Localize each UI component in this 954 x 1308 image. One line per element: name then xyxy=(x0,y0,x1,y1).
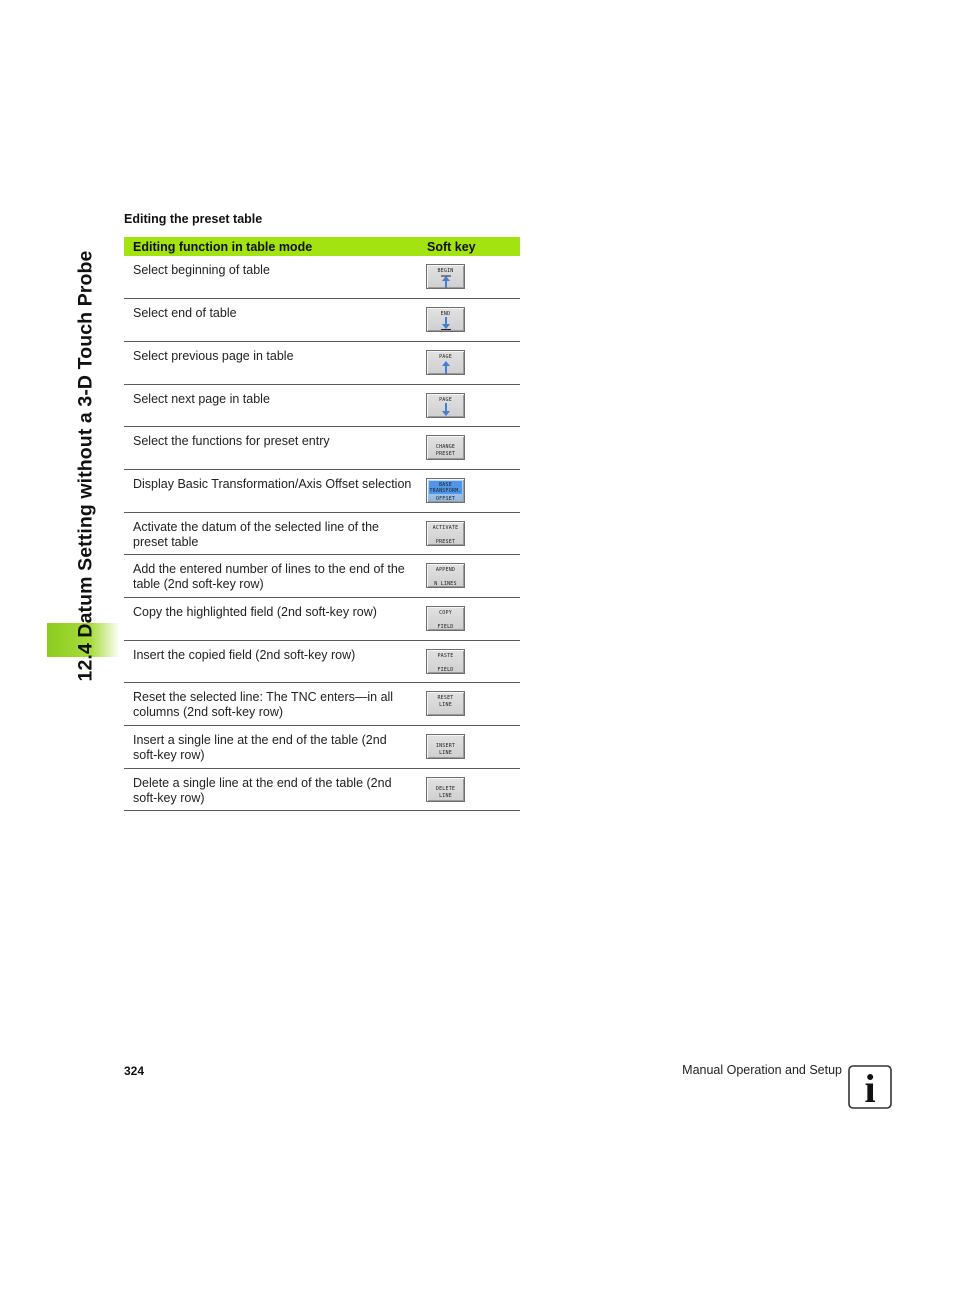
row-description: Activate the datum of the selected line of the preset table xyxy=(133,520,379,549)
preset-table xyxy=(124,237,520,811)
softkey-label: PASTE xyxy=(437,653,454,659)
softkey-insert-line[interactable] xyxy=(426,734,465,759)
arrow-down-icon xyxy=(440,317,452,331)
softkey-end[interactable] xyxy=(426,307,465,332)
softkey-label: PRESET xyxy=(435,451,456,457)
softkey-page-up[interactable] xyxy=(426,350,465,375)
softkey-label: END xyxy=(440,311,451,317)
softkey-page-down[interactable] xyxy=(426,393,465,418)
row-description: Reset the selected line: The TNC enters—in all columns (2nd soft-key row) xyxy=(133,690,394,719)
row-description: Delete a single line at the end of the table (2nd soft-key row) xyxy=(133,776,392,805)
row-description: Insert a single line at the end of the table (2nd soft-key row) xyxy=(133,733,387,762)
softkey-label: PAGE xyxy=(439,397,452,403)
header-softkey: Soft key xyxy=(427,239,476,254)
table-row xyxy=(124,470,520,513)
softkey-base-transform[interactable] xyxy=(426,478,465,503)
softkey-label: CHANGE xyxy=(435,444,456,450)
arrow-down-icon xyxy=(440,403,452,417)
row-description: Select end of table xyxy=(133,306,237,320)
info-icon-glyph: i xyxy=(864,1066,876,1109)
header-function: Editing function in table mode xyxy=(133,239,313,254)
page-number: 324 xyxy=(124,1064,145,1078)
table-row xyxy=(124,683,520,726)
softkey-append-n-lines[interactable] xyxy=(426,563,465,588)
row-description: Select next page in table xyxy=(133,392,270,406)
arrow-up-icon xyxy=(440,360,452,374)
softkey-label: FIELD xyxy=(437,624,454,630)
softkey-label: INSERT xyxy=(435,743,456,749)
softkey-activate-preset[interactable] xyxy=(426,521,465,546)
softkey-label: COPY xyxy=(439,610,452,616)
softkey-reset-line[interactable] xyxy=(426,691,465,716)
softkey-paste-field[interactable] xyxy=(426,649,465,674)
section-heading: Editing the preset table xyxy=(124,212,263,226)
softkey-label: BASE xyxy=(439,482,452,488)
table-row xyxy=(124,256,520,299)
row-description: Display Basic Transformation/Axis Offset selection xyxy=(133,477,412,491)
softkey-begin[interactable] xyxy=(426,264,465,289)
table-row xyxy=(124,513,520,555)
softkey-label: TRANSFORM. xyxy=(429,488,462,494)
row-description: Add the entered number of lines to the end of the table (2nd soft-key row) xyxy=(133,562,405,591)
table-row xyxy=(124,598,520,641)
softkey-copy-field[interactable] xyxy=(426,606,465,631)
table-row xyxy=(124,769,520,811)
softkey-label: PRESET xyxy=(435,539,456,545)
softkey-label: LINE xyxy=(439,793,452,799)
table-header xyxy=(124,237,520,256)
footer-chapter-title: Manual Operation and Setup xyxy=(682,1063,842,1077)
table-row xyxy=(124,299,520,342)
chapter-side-title-text: 12.4 Datum Setting without a 3-D Touch Probe xyxy=(74,250,97,682)
softkey-label: N LINES xyxy=(434,581,457,587)
softkey-delete-line[interactable] xyxy=(426,777,465,802)
softkey-label: FIELD xyxy=(437,667,454,673)
table-row xyxy=(124,641,520,683)
softkey-label: PAGE xyxy=(439,354,452,360)
row-description: Select beginning of table xyxy=(133,263,270,277)
table-row xyxy=(124,342,520,385)
softkey-label: LINE xyxy=(439,702,452,708)
softkey-label: ACTIVATE xyxy=(432,525,459,531)
softkey-label: APPEND xyxy=(435,567,456,573)
table-row xyxy=(124,385,520,427)
row-description: Insert the copied field (2nd soft-key row) xyxy=(133,648,356,662)
softkey-label: RESET xyxy=(437,695,454,701)
row-description: Select the functions for preset entry xyxy=(133,434,330,448)
table-row xyxy=(124,427,520,470)
softkey-label: DELETE xyxy=(435,786,456,792)
softkey-label: OFFSET xyxy=(435,496,456,502)
table-row xyxy=(124,726,520,769)
row-description: Select previous page in table xyxy=(133,349,294,363)
row-description: Copy the highlighted field (2nd soft-key row) xyxy=(133,605,377,619)
softkey-label: BEGIN xyxy=(437,268,454,274)
info-icon[interactable] xyxy=(848,1065,892,1109)
arrow-up-icon xyxy=(440,274,452,288)
softkey-change-preset[interactable] xyxy=(426,435,465,460)
table-row xyxy=(124,555,520,598)
softkey-label: LINE xyxy=(439,750,452,756)
chapter-side-title xyxy=(68,213,104,719)
